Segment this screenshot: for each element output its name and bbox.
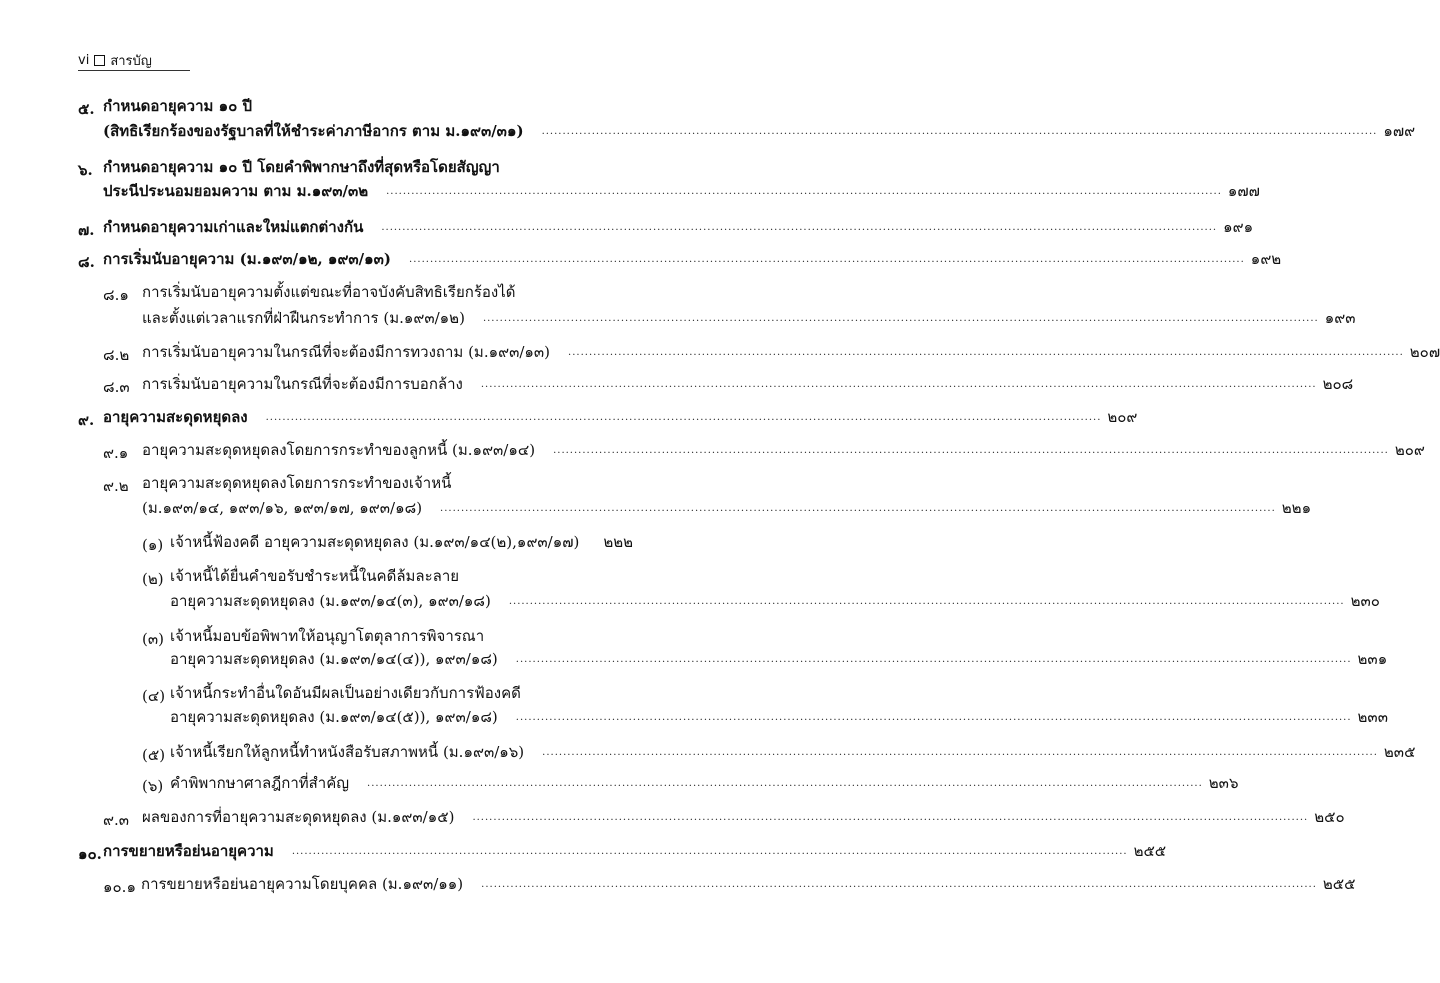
- toc-page-number: ๒๐๗: [1409, 343, 1440, 361]
- toc-entry-line: [170, 772, 1239, 794]
- toc-entry-title: อายุความสะดุดหยุดลงโดยการกระทำของลูกหนี้ (ม.๑๙๓/๑๔): [142, 441, 536, 459]
- dot-leader: ........................................................................................................................................................................................................: [367, 777, 1203, 789]
- toc-page-number: ๑๙๓: [1324, 309, 1356, 327]
- toc-entry-line: [170, 625, 484, 647]
- toc-entry-title: อายุความสะดุดหยุดลง (ม.๑๙๓/๑๔(๕)), ๑๙๓/๑๘): [170, 708, 498, 726]
- header-rule: [78, 70, 190, 71]
- toc-page-number: ๒๕๕: [1322, 875, 1356, 893]
- dot-leader: ........................................................................................................................................................................................................: [472, 811, 1309, 823]
- toc-entry-number: (๔): [142, 687, 166, 705]
- toc-entry-title: เจ้าหนี้ได้ยื่นคำขอรับชำระหนี้ในคดีล้มละลาย: [170, 567, 460, 585]
- toc-entry-title: การเริ่มนับอายุความตั้งแต่ขณะที่อาจบังคับสิทธิเรียกร้องได้: [142, 283, 516, 301]
- toc-entry-number: ๘.: [78, 253, 95, 271]
- toc-entry-number: ๙.: [78, 411, 95, 429]
- toc-entry-title: เจ้าหนี้เรียกให้ลูกหนี้ทำหนังสือรับสภาพหนี้ (ม.๑๙๓/๑๖): [170, 743, 525, 761]
- toc-page-number: ๒๒๑: [1281, 499, 1312, 517]
- dot-leader: ........................................................................................................................................................................................................: [481, 878, 1317, 890]
- page-number-roman: vi: [78, 53, 90, 68]
- toc-entry-title: อายุความสะดุดหยุดลงโดยการกระทำของเจ้าหนี้: [142, 474, 452, 492]
- toc-page-number: ๑๙๒: [1250, 250, 1282, 268]
- toc-page-number: ๒๕๐: [1314, 808, 1345, 826]
- toc-entry-line: [170, 741, 1416, 763]
- toc-entry-number: ๘.๓: [103, 378, 130, 396]
- dot-leader: ........................................................................................................................................................................................................: [568, 346, 1404, 358]
- toc-page-number: ๒๓๑: [1357, 650, 1388, 668]
- toc-entry-number: ๖.: [78, 161, 93, 179]
- toc-entry-title: การขยายหรือย่นอายุความโดยบุคคล (ม.๑๙๓/๑๑): [141, 875, 464, 893]
- toc-entry-number: ๗.: [78, 221, 95, 239]
- toc-entry-number: ๕.: [78, 100, 95, 118]
- toc-entry-title: คำพิพากษาศาลฎีกาที่สำคัญ: [170, 774, 350, 792]
- dot-leader: ........................................................................................................................................................................................................: [541, 125, 1378, 137]
- toc-entry-number: ๙.๒: [103, 477, 129, 495]
- toc-entry-line: [142, 439, 1425, 461]
- toc-entry-title: เจ้าหนี้กระทำอื่นใดอันมีผลเป็นอย่างเดียวกับการฟ้องคดี: [170, 684, 521, 702]
- toc-entry-title: เจ้าหนี้ฟ้องคดี อายุความสะดุดหยุดลง (ม.๑๙๓/๑๔(๒),๑๙๓/๑๗): [170, 533, 580, 551]
- toc-entry-line: [103, 180, 1260, 202]
- toc-entry-title: การเริ่มนับอายุความ (ม.๑๙๓/๑๒, ๑๙๓/๑๓): [103, 250, 392, 268]
- toc-entry-title: อายุความสะดุดหยุดลง (ม.๑๙๓/๑๔(๓), ๑๙๓/๑๘): [170, 592, 491, 610]
- dot-leader: ........................................................................................................................................................................................................: [542, 746, 1378, 758]
- toc-entry-number: (๓): [142, 630, 164, 648]
- dot-leader: ........................................................................................................................................................................................................: [440, 502, 1276, 514]
- toc-entry-title: การขยายหรือย่นอายุความ: [103, 842, 274, 860]
- dot-leader: ........................................................................................................................................................................................................: [291, 845, 1128, 857]
- toc-entry-title: การเริ่มนับอายุความในกรณีที่จะต้องมีการบอกล้าง: [142, 375, 463, 393]
- dot-leader: ........................................................................................................................................................................................................: [409, 253, 1245, 265]
- toc-entry-line: [170, 706, 1388, 728]
- toc-entry-number: ๑๐.๑: [103, 878, 136, 896]
- toc-entry-number: ๘.๒: [103, 346, 130, 364]
- toc-entry-line: [142, 497, 1312, 519]
- dot-leader: ........................................................................................................................................................................................................: [515, 711, 1352, 723]
- toc-page-number: ๑๗๗: [1227, 182, 1260, 200]
- toc-entry-title: (สิทธิเรียกร้องของรัฐบาลที่ให้ชำระค่าภาษีอากร ตาม ม.๑๙๓/๓๑): [103, 122, 524, 140]
- toc-entry-line: [103, 840, 1167, 862]
- toc-page-number: ๑๙๑: [1223, 218, 1254, 236]
- toc-entry-line: [170, 682, 521, 704]
- toc-entry-title: ผลของการที่อายุความสะดุดหยุดลง (ม.๑๙๓/๑๕): [142, 808, 455, 826]
- toc-entry-line: [142, 806, 1345, 828]
- toc-entry-line: [170, 565, 459, 587]
- dot-leader: ........................................................................................................................................................................................................: [508, 595, 1345, 607]
- toc-entry-line: [142, 281, 516, 303]
- dot-leader: ........................................................................................................................................................................................................: [386, 185, 1222, 197]
- toc-entry-number: (๒): [142, 570, 164, 588]
- toc-entry-number: (๖): [142, 777, 164, 795]
- toc-entry-line: [142, 373, 1354, 395]
- running-header: [78, 50, 152, 71]
- checkbox-square-icon: [94, 55, 105, 66]
- dot-leader: ........................................................................................................................................................................................................: [553, 444, 1389, 456]
- toc-entry-title: กำหนดอายุความเก่าและใหม่แตกต่างกัน: [103, 218, 364, 236]
- toc-entry-title: อายุความสะดุดหยุดลง: [103, 408, 248, 426]
- toc-page-number: ๒๓๖: [1208, 774, 1239, 792]
- toc-page-number: ๒๐๙: [1394, 441, 1425, 459]
- toc-entry-title: กำหนดอายุความ ๑๐ ปี โดยคำพิพากษาถึงที่สุดหรือโดยสัญญา: [103, 158, 500, 176]
- toc-entry-line: [103, 156, 500, 178]
- dot-leader: ........................................................................................................................................................................................................: [381, 221, 1218, 233]
- toc-page-number: ๒๓๕: [1383, 743, 1416, 761]
- toc-entry-line: [142, 341, 1440, 363]
- toc-entry-title: การเริ่มนับอายุความในกรณีที่จะต้องมีการทวงถาม (ม.๑๙๓/๑๓): [142, 343, 551, 361]
- toc-entry-number: (๑): [142, 536, 164, 554]
- dot-leader: ........................................................................................................................................................................................................: [515, 653, 1352, 665]
- dot-leader: ........................................................................................................................................................................................................: [480, 378, 1317, 390]
- toc-entry-line: [103, 248, 1282, 270]
- toc-entry-title: (ม.๑๙๓/๑๔, ๑๙๓/๑๖, ๑๙๓/๑๗, ๑๙๓/๑๘): [142, 499, 423, 517]
- toc-entry-number: ๙.๓: [103, 811, 130, 829]
- toc-page-number: ๒๕๕: [1133, 842, 1167, 860]
- toc-entry-line: [170, 531, 634, 553]
- toc-entry-line: [142, 307, 1356, 329]
- toc-page-number: ๒๓๐: [1350, 592, 1380, 610]
- toc-entry-number: ๑๐.: [78, 845, 102, 863]
- toc-entry-line: [103, 216, 1254, 238]
- toc-page-number: ๒๐๘: [1322, 375, 1354, 393]
- toc-entry-line: [141, 873, 1356, 895]
- toc-entry-title: ประนีประนอมยอมความ ตาม ม.๑๙๓/๓๒: [103, 182, 369, 200]
- toc-entry-title: และตั้งแต่เวลาแรกที่ฝ่าฝืนกระทำการ (ม.๑๙๓/๑๒): [142, 309, 465, 327]
- toc-entry-line: [103, 406, 1138, 428]
- toc-entry-line: [170, 648, 1388, 670]
- dot-leader: ........................................................................................................................................................................................................: [265, 411, 1102, 423]
- toc-entry-line: [142, 472, 451, 494]
- toc-entry-line: [103, 120, 1416, 142]
- toc-entry-title: เจ้าหนี้มอบข้อพิพาทให้อนุญาโตตุลาการพิจารณา: [170, 627, 485, 645]
- toc-entry-line: [103, 95, 252, 117]
- toc-page-number: ๒๐๙: [1107, 408, 1138, 426]
- toc-entry-title: กำหนดอายุความ ๑๐ ปี: [103, 97, 253, 115]
- toc-page-number: ๒๓๓: [1357, 708, 1388, 726]
- toc-page-number: ๒๒๒: [603, 533, 634, 551]
- toc-entry-line: [170, 590, 1380, 612]
- toc-page-number: ๑๗๙: [1383, 122, 1416, 140]
- toc-entry-number: (๕): [142, 746, 166, 764]
- toc-entry-title: อายุความสะดุดหยุดลง (ม.๑๙๓/๑๔(๔)), ๑๙๓/๑๘): [170, 650, 498, 668]
- header-title: สารบัญ: [110, 54, 152, 69]
- toc-entry-number: ๙.๑: [103, 444, 129, 462]
- dot-leader: ........................................................................................................................................................................................................: [482, 312, 1319, 324]
- toc-entry-number: ๘.๑: [103, 286, 129, 304]
